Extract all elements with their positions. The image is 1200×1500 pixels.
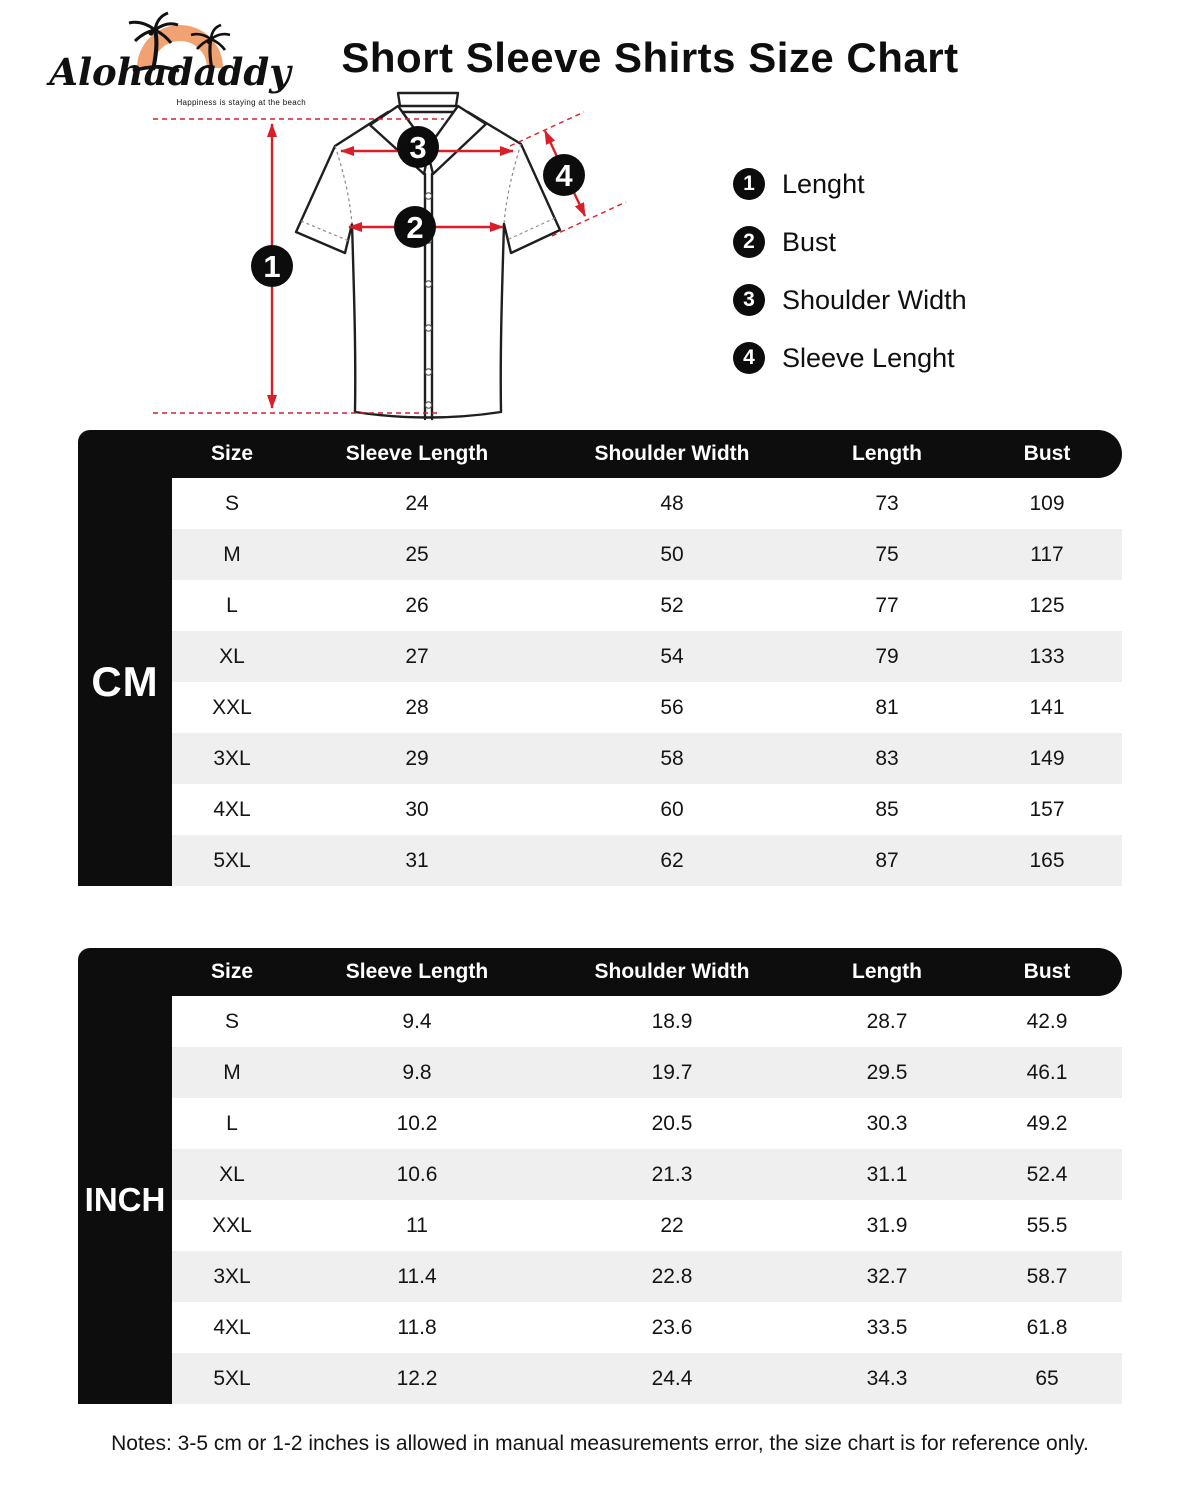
column-header-size: Size bbox=[210, 442, 254, 465]
svg-text:3: 3 bbox=[409, 130, 427, 165]
measurement-cell: 21.3 bbox=[651, 1162, 693, 1186]
column-header-bust: Bust bbox=[1023, 960, 1071, 983]
callout-sleeve-length bbox=[543, 154, 585, 196]
measurement-cell: 9.4 bbox=[402, 1009, 432, 1033]
measurement-cell: 30.3 bbox=[866, 1111, 908, 1135]
table-row bbox=[172, 784, 1122, 835]
measurement-cell: 29.5 bbox=[866, 1060, 908, 1084]
measurement-cell: 27 bbox=[405, 644, 429, 668]
measurement-cell: 18.9 bbox=[651, 1009, 693, 1033]
measurement-cell: 11.8 bbox=[397, 1315, 437, 1339]
page-title: Short Sleeve Shirts Size Chart bbox=[341, 34, 959, 81]
measurement-cell: 29 bbox=[405, 746, 429, 770]
size-cell: 4XL bbox=[213, 1315, 251, 1339]
legend-label: Lenght bbox=[782, 168, 865, 199]
table-row bbox=[172, 682, 1122, 733]
table-row bbox=[172, 1200, 1122, 1251]
table-row bbox=[172, 996, 1122, 1047]
measurement-cell: 61.8 bbox=[1026, 1315, 1068, 1339]
column-header-shoulder-width: Shoulder Width bbox=[594, 442, 750, 465]
column-header-length: Length bbox=[852, 442, 922, 465]
size-table-cm bbox=[78, 430, 1122, 886]
column-header-sleeve-length: Sleeve Length bbox=[345, 960, 489, 983]
measurement-cell: 11 bbox=[406, 1213, 428, 1237]
shirt-measurement-diagram bbox=[148, 90, 673, 440]
measurement-cell: 81 bbox=[875, 695, 899, 719]
measurement-cell: 31.9 bbox=[866, 1213, 908, 1237]
measurement-cell: 26 bbox=[405, 593, 429, 617]
measurement-cell: 32.7 bbox=[866, 1264, 908, 1288]
size-cell: XXL bbox=[212, 1213, 252, 1237]
table-row bbox=[172, 1353, 1122, 1404]
measurement-cell: 30 bbox=[405, 797, 429, 821]
measurement-cell: 48 bbox=[660, 491, 684, 515]
measurement-cell: 85 bbox=[875, 797, 899, 821]
measurement-cell: 75 bbox=[875, 542, 899, 566]
callout-shoulder-width bbox=[397, 126, 439, 168]
legend-label: Sleeve Lenght bbox=[782, 342, 955, 373]
legend-label: Bust bbox=[782, 226, 837, 257]
size-cell: 4XL bbox=[213, 797, 251, 821]
measurement-legend bbox=[733, 168, 1073, 400]
legend-number-badge: 1 bbox=[733, 168, 765, 200]
brand-name: Alohadaddy bbox=[49, 50, 291, 94]
measurement-cell: 141 bbox=[1029, 695, 1065, 719]
svg-text:4: 4 bbox=[555, 158, 573, 193]
size-cell: L bbox=[226, 1111, 238, 1135]
size-cell: 5XL bbox=[213, 1366, 251, 1390]
size-cell: S bbox=[224, 1009, 239, 1033]
measurement-cell: 12.2 bbox=[396, 1366, 438, 1390]
measurement-cell: 87 bbox=[875, 848, 899, 872]
measurement-cell: 10.6 bbox=[396, 1162, 438, 1186]
measurement-cell: 31.1 bbox=[866, 1162, 908, 1186]
measurement-cell: 109 bbox=[1029, 491, 1065, 515]
legend-label: Shoulder Width bbox=[782, 284, 967, 315]
measurement-cell: 65 bbox=[1035, 1366, 1059, 1390]
table-rows bbox=[172, 996, 1122, 1404]
measurement-cell: 20.5 bbox=[651, 1111, 693, 1135]
measurement-cell: 157 bbox=[1029, 797, 1065, 821]
size-cell: 3XL bbox=[213, 746, 251, 770]
measurement-cell: 60 bbox=[660, 797, 684, 821]
measurement-cell: 58.7 bbox=[1026, 1264, 1068, 1288]
measurement-cell: 11.4 bbox=[397, 1264, 437, 1288]
legend-number-badge: 3 bbox=[733, 284, 765, 316]
unit-label: INCH bbox=[78, 996, 172, 1404]
measurement-cell: 58 bbox=[660, 746, 684, 770]
table-body bbox=[78, 478, 1122, 886]
column-header-shoulder-width: Shoulder Width bbox=[594, 960, 750, 983]
measurement-cell: 22 bbox=[660, 1213, 684, 1237]
size-cell: 3XL bbox=[213, 1264, 251, 1288]
legend-item-shoulder-width bbox=[733, 284, 1073, 316]
legend-number-badge: 4 bbox=[733, 342, 765, 374]
measurement-cell: 23.6 bbox=[651, 1315, 693, 1339]
table-row bbox=[172, 478, 1122, 529]
measurement-cell: 46.1 bbox=[1026, 1060, 1068, 1084]
column-header-sleeve-length: Sleeve Length bbox=[345, 442, 489, 465]
svg-text:2: 2 bbox=[406, 210, 424, 245]
column-header-bust: Bust bbox=[1023, 442, 1071, 465]
measurement-cell: 62 bbox=[660, 848, 684, 872]
size-cell: 5XL bbox=[213, 848, 251, 872]
brand-tagline: Happiness is staying at the beach bbox=[176, 98, 306, 107]
measurement-cell: 22.8 bbox=[651, 1264, 693, 1288]
size-table-inch bbox=[78, 948, 1122, 1404]
table-header-row bbox=[78, 430, 1122, 478]
measurement-cell: 56 bbox=[660, 695, 684, 719]
measurement-cell: 31 bbox=[405, 848, 429, 872]
size-cell: XL bbox=[219, 1162, 245, 1186]
table-row bbox=[172, 1251, 1122, 1302]
size-cell: XL bbox=[219, 644, 245, 668]
size-cell: S bbox=[224, 491, 239, 515]
unit-label: CM bbox=[78, 478, 172, 886]
table-header-row bbox=[78, 948, 1122, 996]
table-row bbox=[172, 835, 1122, 886]
measurement-cell: 24 bbox=[405, 491, 429, 515]
legend-item-length bbox=[733, 168, 1073, 200]
measurement-cell: 52 bbox=[660, 593, 684, 617]
callout-bust bbox=[394, 206, 436, 248]
measurement-cell: 33.5 bbox=[866, 1315, 908, 1339]
measurement-cell: 133 bbox=[1029, 644, 1065, 668]
column-header-size: Size bbox=[210, 960, 254, 983]
table-row bbox=[172, 1302, 1122, 1353]
legend-item-sleeve-length bbox=[733, 342, 1073, 374]
table-row bbox=[172, 1098, 1122, 1149]
measurement-cell: 28 bbox=[405, 695, 429, 719]
measurement-cell: 28.7 bbox=[866, 1009, 908, 1033]
table-row bbox=[172, 1149, 1122, 1200]
size-cell: M bbox=[223, 1060, 241, 1084]
legend-item-bust bbox=[733, 226, 1073, 258]
measurement-cell: 73 bbox=[875, 491, 899, 515]
measurement-cell: 24.4 bbox=[651, 1366, 693, 1390]
callout-length bbox=[251, 245, 293, 287]
table-row bbox=[172, 580, 1122, 631]
table-row bbox=[172, 733, 1122, 784]
measurement-cell: 125 bbox=[1029, 593, 1065, 617]
measurement-cell: 25 bbox=[405, 542, 429, 566]
measurement-cell: 55.5 bbox=[1026, 1213, 1068, 1237]
legend-number-badge: 2 bbox=[733, 226, 765, 258]
measurement-cell: 49.2 bbox=[1026, 1111, 1068, 1135]
measurement-cell: 42.9 bbox=[1026, 1009, 1068, 1033]
measurement-cell: 165 bbox=[1029, 848, 1065, 872]
measurement-cell: 79 bbox=[875, 644, 899, 668]
measurement-cell: 54 bbox=[660, 644, 684, 668]
size-cell: L bbox=[226, 593, 238, 617]
table-row bbox=[172, 631, 1122, 682]
measurement-cell: 50 bbox=[660, 542, 684, 566]
measurement-cell: 10.2 bbox=[396, 1111, 438, 1135]
notes-text: Notes: 3-5 cm or 1-2 inches is allowed in manual measurements error, the size chart is for reference only. bbox=[111, 1432, 1089, 1455]
size-cell: M bbox=[223, 542, 241, 566]
measurement-cell: 77 bbox=[875, 593, 899, 617]
measurement-cell: 52.4 bbox=[1026, 1162, 1068, 1186]
size-cell: XXL bbox=[212, 695, 252, 719]
table-rows bbox=[172, 478, 1122, 886]
column-header-length: Length bbox=[852, 960, 922, 983]
measurement-cell: 34.3 bbox=[866, 1366, 908, 1390]
table-body bbox=[78, 996, 1122, 1404]
table-row bbox=[172, 529, 1122, 580]
measurement-cell: 9.8 bbox=[402, 1060, 432, 1084]
measurement-cell: 117 bbox=[1030, 542, 1064, 566]
measurement-cell: 19.7 bbox=[651, 1060, 693, 1084]
measurement-cell: 149 bbox=[1029, 746, 1065, 770]
svg-text:1: 1 bbox=[263, 249, 281, 284]
measurement-cell: 83 bbox=[875, 746, 899, 770]
table-row bbox=[172, 1047, 1122, 1098]
